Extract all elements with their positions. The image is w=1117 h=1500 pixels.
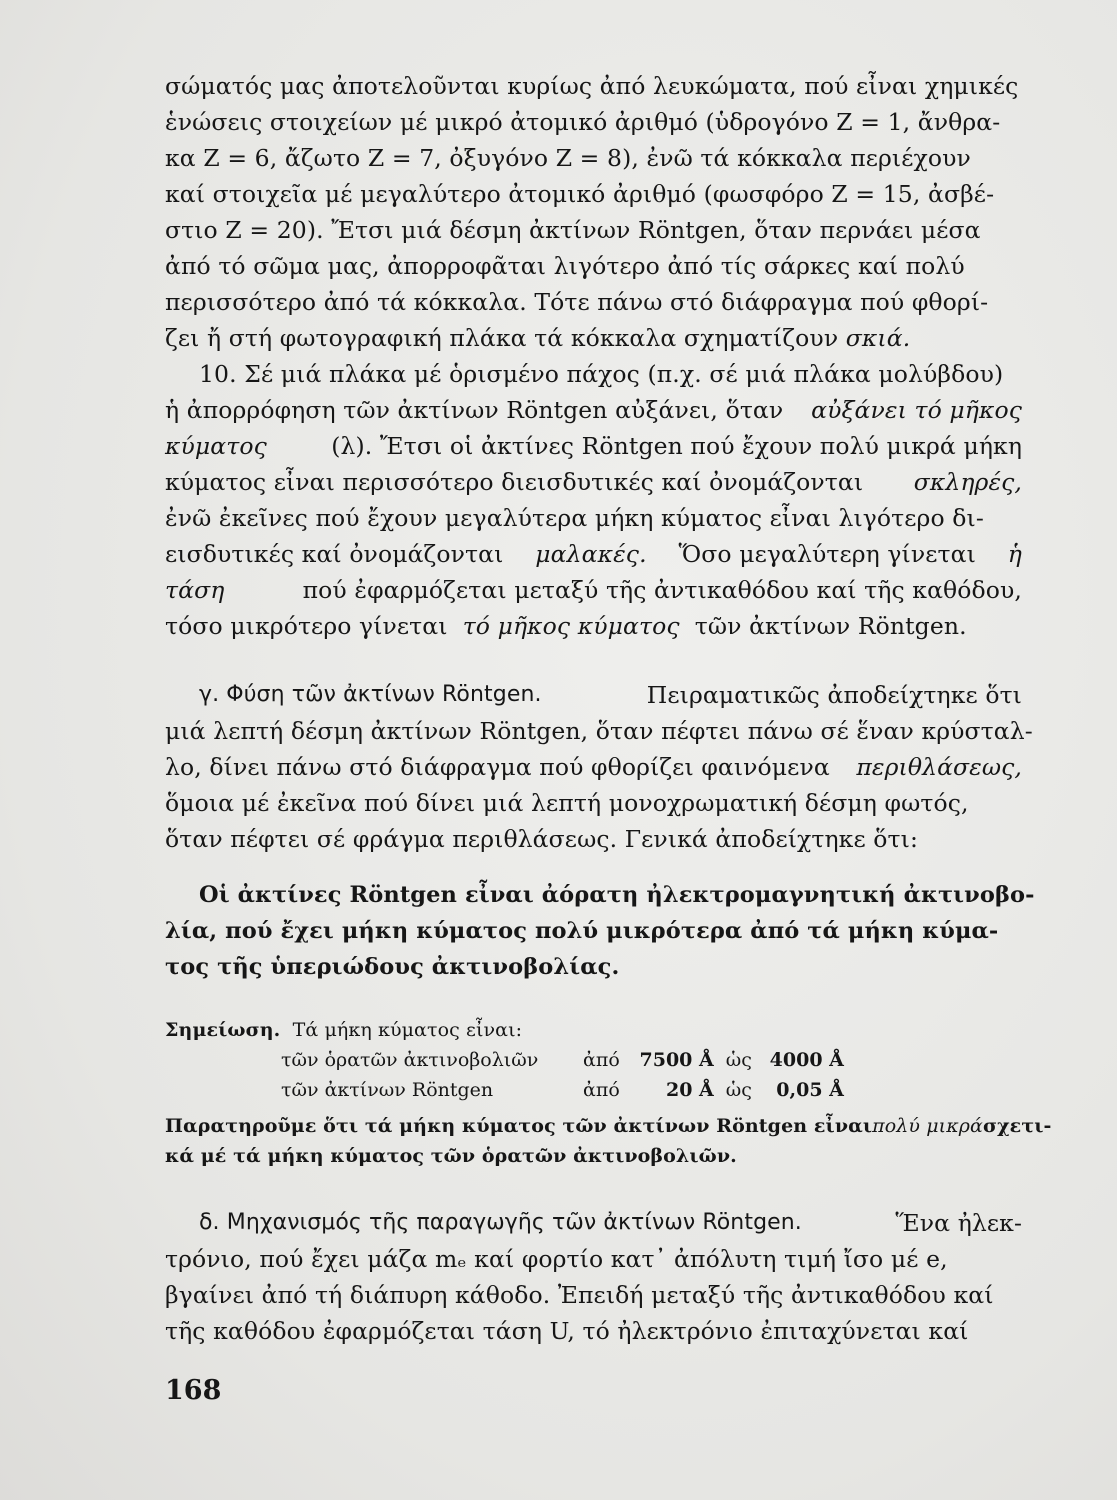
text-line: βγαίνει ἀπό τή διάπυρη κάθοδο. Ἐπειδή μεταξύ τῆς ἀντικαθόδου καί [165, 1281, 994, 1309]
table-row: τῶν ὁρατῶν ἀκτινοβολιῶν ἀπό 7500 Å ὡς 4000 Å [281, 1049, 844, 1071]
text-line: περισσότερο ἀπό τά κόκκαλα. Τότε πάνω στό διάφραγμα πού φθορί- [165, 288, 989, 316]
section-nature-of-xrays [165, 677, 1033, 857]
text-line: κύματος εἶναι περισσότερο διεισδυτικές καί ὀνομάζονται σκληρές, [165, 468, 1022, 496]
text-line: ἀπό τό σῶμα μας, ἀπορροφᾶται λιγότερο ἀπό τίς σάρκες καί πολύ [165, 252, 965, 280]
key-statement [165, 877, 1035, 985]
table-row: τῶν ἀκτίνων Röntgen ἀπό 20 Å ὡς 0,05 Å [281, 1079, 844, 1101]
text-line: τάση πού ἐφαρμόζεται μεταξύ τῆς ἀντικαθόδου καί τῆς καθόδου, [165, 576, 1022, 604]
text-line: Οἱ ἀκτίνες Röntgen εἶναι ἀόρατη ἠλεκτρομαγνητική ἀκτινοβο- [199, 882, 1035, 908]
text-line: κύματος (λ). Ἔτσι οἱ ἀκτίνες Röntgen πού ἔχουν πολύ μικρά μήκη [165, 432, 1022, 460]
text-line: γ. Φύση τῶν ἀκτίνων Röntgen. Πειραματικῶς ἀποδείχτηκε ὅτι [165, 677, 1022, 713]
section-xray-production [165, 1205, 1022, 1349]
text-line: κα Z = 6, ἄζωτο Z = 7, ὀξυγόνο Z = 8), ἐνῶ τά κόκκαλα περιέχουν [165, 144, 971, 172]
text-line: ἑνώσεις στοιχείων μέ μικρό ἀτομικό ἀριθμό (ὑδρογόνο Z = 1, ἄνθρα- [165, 108, 1001, 136]
text-line: δ. Μηχανισμός τῆς παραγωγῆς τῶν ἀκτίνων Röntgen. Ἕνα ἠλεκ- [165, 1205, 1022, 1241]
text-line: λία, πού ἔχει μήκη κύματος πολύ μικρότερα ἀπό τά μήκη κύμα- [165, 918, 999, 944]
text-line: ἡ ἀπορρόφηση τῶν ἀκτίνων Röntgen αὐξάνει, ὅταν αὐξάνει τό μῆκος [165, 396, 1022, 424]
text-line: ζει ἤ στή φωτογραφική πλάκα τά κόκκαλα σχηματίζουν σκιά. [165, 324, 911, 352]
note-label: Σημείωση. [165, 1019, 281, 1041]
section-heading: γ. Φύση τῶν ἀκτίνων Röntgen. [199, 682, 542, 707]
text-line: Σημείωση. Τά μήκη κύματος εἶναι: [165, 1015, 1022, 1045]
text-line: ὅμοια μέ ἐκεῖνα πού δίνει μιά λεπτή μονοχρωματική δέσμη φωτός, [165, 789, 969, 817]
text-line: τῆς καθόδου ἐφαρμόζεται τάση U, τό ἠλεκτρόνιο ἐπιταχύνεται καί [165, 1317, 969, 1345]
section-heading: δ. Μηχανισμός τῆς παραγωγῆς τῶν ἀκτίνων Röntgen. [199, 1210, 802, 1235]
text-line: κά μέ τά μήκη κύματος τῶν ὁρατῶν ἀκτινοβολιῶν. [165, 1145, 737, 1167]
paragraph-body-composition [165, 68, 1022, 644]
text-line: σώματός μας ἀποτελοῦνται κυρίως ἀπό λευκώματα, πού εἶναι χημικές [165, 72, 1019, 100]
text-line: καί στοιχεῖα μέ μεγαλύτερο ἀτομικό ἀριθμό (φωσφόρο Z = 15, ἀσβέ- [165, 180, 995, 208]
text-line: ἐνῶ ἐκεῖνες πού ἔχουν μεγαλύτερα μήκη κύματος εἶναι λιγότερο δι- [165, 504, 984, 532]
note-block [165, 1015, 1052, 1171]
text-line: 10. Σέ μιά πλάκα μέ ὁρισμένο πάχος (π.χ. σέ μιά πλάκα μολύβδου) [199, 360, 1004, 388]
text-line: ὅταν πέφτει σέ φράγμα περιθλάσεως. Γενικά ἀποδείχτηκε ὅτι: [165, 825, 918, 853]
text-line: στιο Z = 20). Ἔτσι μιά δέσμη ἀκτίνων Röntgen, ὅταν περνάει μέσα [165, 216, 981, 244]
text-line: τόσο μικρότερο γίνεται τό μῆκος κύματος τῶν ἀκτίνων Röntgen. [165, 612, 967, 640]
text-line: λο, δίνει πάνω στό διάφραγμα πού φθορίζει φαινόμενα περιθλάσεως, [165, 753, 1022, 781]
page-number: 168 [165, 1375, 222, 1406]
wavelength-table [275, 1045, 850, 1105]
text-line: μιά λεπτή δέσμη ἀκτίνων Röntgen, ὅταν πέφτει πάνω σέ ἕναν κρύσταλ- [165, 717, 1033, 745]
text-line: εισδυτικές καί ὀνομάζονται μαλακές. Ὅσο μεγαλύτερη γίνεται ἡ [165, 540, 1022, 568]
text-line: τρόνιο, πού ἔχει μάζα mₑ καί φορτίο κατ᾽ ἀπόλυτη τιμή ἴσο μέ e, [165, 1245, 948, 1273]
text-line: Παρατηροῦμε ὅτι τά μήκη κύματος τῶν ἀκτίνων Röntgen εἶναι πολύ μικρά σχετι- [165, 1115, 1052, 1137]
text-line: τος τῆς ὑπεριώδους ἀκτινοβολίας. [165, 954, 620, 980]
